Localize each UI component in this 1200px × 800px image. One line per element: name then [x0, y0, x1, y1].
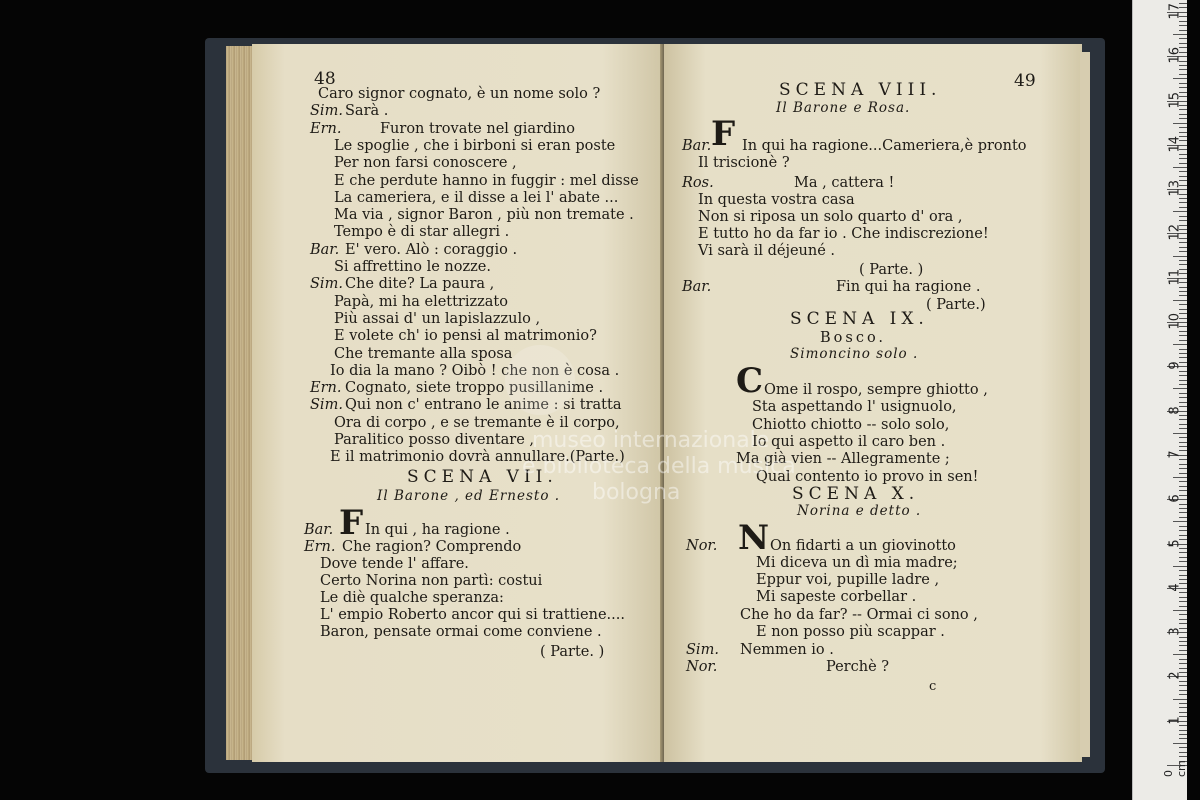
- ruler-number: 15: [1167, 91, 1183, 108]
- ruler-tick: [1179, 614, 1187, 615]
- ruler-tick: [1179, 127, 1187, 128]
- ruler-tick: [1179, 530, 1187, 531]
- ruler-tick: [1173, 566, 1187, 567]
- ruler-tick: [1179, 384, 1187, 385]
- page-edges: [226, 46, 254, 760]
- ruler-tick: [1179, 242, 1187, 243]
- text-line: Baron, pensate ormai come conviene .: [320, 624, 602, 640]
- text-line: Paralitico posso diventare ,: [334, 432, 534, 448]
- ruler-tick: [1179, 694, 1187, 695]
- ruler-tick: [1179, 207, 1187, 208]
- ruler-tick: [1179, 247, 1187, 248]
- ruler-tick: [1173, 743, 1187, 744]
- ruler-tick: [1173, 34, 1187, 35]
- ruler-tick: [1179, 424, 1187, 425]
- ruler-tick: [1179, 747, 1187, 748]
- ruler-tick: [1179, 508, 1187, 509]
- text-line: Il triscionè ?: [698, 155, 790, 171]
- text-line: Che ho da far? -- Ormai ci sono ,: [740, 607, 978, 623]
- ruler-tick: [1179, 380, 1187, 381]
- right-page: [664, 44, 1082, 762]
- measurement-ruler: [1132, 0, 1187, 800]
- ruler-tick: [1173, 433, 1187, 434]
- ruler-tick: [1179, 473, 1187, 474]
- ruler-number: 17: [1167, 2, 1183, 20]
- scene-place: Bosco.: [820, 330, 887, 346]
- ruler-tick: [1179, 526, 1187, 527]
- ruler-tick: [1179, 397, 1187, 398]
- ruler-tick: [1179, 428, 1187, 429]
- text-line: E volete ch' io pensi al matrimonio?: [334, 328, 597, 345]
- watermark-line: museo internazionale: [532, 428, 770, 453]
- text-line: Che ragion? Comprendo: [342, 539, 522, 555]
- speaker-label: Sim.: [310, 103, 343, 120]
- text-line: Si affrettino le nozze.: [334, 259, 491, 275]
- speaker-label: Sim.: [310, 397, 343, 414]
- ruler-tick: [1179, 304, 1187, 305]
- signature-mark: c: [929, 679, 937, 694]
- ruler-number: 8: [1167, 405, 1183, 415]
- text-line: Che tremante alla sposa: [334, 345, 513, 362]
- text-line: E che perdute hanno in fuggir : mel disse: [334, 172, 639, 189]
- ruler-tick: [1179, 464, 1187, 465]
- scene-cast: Norina e detto .: [797, 503, 922, 519]
- ruler-tick: [1179, 575, 1187, 576]
- ruler-tick: [1173, 123, 1187, 124]
- left-page: [252, 44, 664, 762]
- ruler-number: 12: [1167, 224, 1183, 241]
- scene-cast: Simoncino solo .: [790, 346, 919, 362]
- ruler-number: 3: [1167, 627, 1183, 636]
- text-line: Ora di corpo , e se tremante è il corpo,: [334, 414, 620, 431]
- ruler-tick: [1179, 641, 1187, 642]
- ruler-tick: [1179, 295, 1187, 296]
- ruler-tick: [1179, 21, 1187, 22]
- text-line: In questa vostra casa: [698, 192, 855, 208]
- ruler-tick: [1179, 353, 1187, 354]
- ruler-tick: [1179, 114, 1187, 115]
- ruler-tick: [1179, 340, 1187, 341]
- text-line: Io qui aspetto il caro ben .: [752, 433, 946, 450]
- text-line: Più assai d' un lapislazzulo ,: [334, 310, 541, 327]
- drop-cap: F: [339, 503, 364, 543]
- ruler-tick: [1179, 118, 1187, 119]
- ruler-tick: [1173, 300, 1187, 301]
- text-line: Sta aspettando l' usignuolo,: [752, 399, 957, 416]
- text-line: Le spoglie , che i birboni si eran poste: [334, 137, 616, 154]
- ruler-tick: [1179, 38, 1187, 39]
- ruler-tick: [1179, 442, 1187, 443]
- ruler-tick: [1179, 552, 1187, 553]
- text-line: E il matrimonio dovrà annullare.(Parte.): [330, 449, 625, 466]
- ruler-tick: [1179, 65, 1187, 66]
- text-line: Tempo è di star allegri .: [334, 224, 510, 241]
- page-number-left: 48: [314, 69, 336, 89]
- text-line: On fidarti a un giovinotto: [770, 538, 956, 554]
- ruler-tick: [1179, 561, 1187, 562]
- ruler-tick: [1179, 309, 1187, 310]
- ruler-tick: [1179, 512, 1187, 513]
- text-line: ( Parte. ): [859, 262, 924, 278]
- ruler-tick: [1179, 659, 1187, 660]
- speaker-label: Sim.: [310, 276, 343, 293]
- ruler-tick: [1179, 663, 1187, 664]
- ruler-tick: [1179, 251, 1187, 252]
- ruler-tick: [1179, 597, 1187, 598]
- ruler-tick: [1179, 43, 1187, 44]
- ruler-number: 16: [1167, 47, 1183, 64]
- ruler-tick: [1179, 375, 1187, 376]
- ruler-tick: [1179, 650, 1187, 651]
- ruler-tick: [1179, 486, 1187, 487]
- page-number-right: 49: [1014, 71, 1036, 91]
- ruler-tick: [1179, 468, 1187, 469]
- text-line: Mi diceva un dì mia madre;: [756, 555, 958, 571]
- text-line: Per non farsi conoscere ,: [334, 155, 517, 172]
- ruler-tick: [1179, 331, 1187, 332]
- ruler-tick: [1179, 154, 1187, 155]
- ruler-tick: [1179, 703, 1187, 704]
- ruler-number: 5: [1167, 538, 1183, 548]
- text-line: Dove tende l' affare.: [320, 556, 469, 572]
- ruler-number: 13: [1167, 180, 1183, 197]
- text-line: ( Parte.): [926, 297, 986, 313]
- speaker-label: Bar.: [682, 138, 712, 154]
- text-line: Qui non c' entrano le anime : si tratta: [345, 397, 622, 414]
- text-line: Ome il rospo, sempre ghiotto ,: [764, 382, 988, 398]
- text-line: L' empio Roberto ancor qui si trattiene....: [320, 607, 625, 623]
- drop-cap: N: [738, 518, 770, 558]
- text-line: Le diè qualche speranza:: [320, 590, 504, 606]
- ruler-tick: [1173, 256, 1187, 257]
- ruler-tick: [1179, 645, 1187, 646]
- ruler-tick: [1179, 176, 1187, 177]
- ruler-tick: [1179, 74, 1187, 75]
- watermark-logo: [505, 345, 575, 415]
- text-line: Vi sarà il déjeuné .: [698, 243, 836, 259]
- ruler-tick: [1179, 264, 1187, 265]
- ruler-tick: [1179, 220, 1187, 221]
- speaker-label: Bar.: [304, 522, 334, 538]
- text-line: Qual contento io provo in sen!: [756, 468, 979, 485]
- ruler-tick: [1179, 707, 1187, 708]
- text-line: E non posso più scappar .: [756, 624, 945, 640]
- scene-title: SCENA IX.: [790, 309, 929, 329]
- text-line: Cognato, siete troppo pusillanime .: [345, 380, 604, 397]
- text-line: Ma , cattera !: [794, 175, 895, 191]
- text-line: Papà, mi ha elettrizzato: [334, 293, 508, 310]
- page-edge-right: [1080, 52, 1090, 757]
- text-line: Perchè ?: [826, 659, 890, 675]
- text-line: La cameriera, e il disse a lei l' abate ...: [334, 189, 619, 206]
- ruler-tick: [1173, 78, 1187, 79]
- ruler-number: 9: [1167, 361, 1183, 370]
- text-line: E tutto ho da far io . Che indiscrezione!: [698, 226, 989, 242]
- ruler-tick: [1179, 158, 1187, 159]
- ruler-number: 6: [1167, 494, 1183, 503]
- text-line: Ma via , signor Baron , più non tremate .: [334, 207, 634, 224]
- ruler-tick: [1179, 30, 1187, 31]
- text-line: Chiotto chiotto -- solo solo,: [752, 416, 950, 433]
- speaker-label: Bar.: [682, 279, 712, 295]
- ruler-tick: [1179, 291, 1187, 292]
- drop-cap: C: [736, 361, 764, 401]
- watermark-line: bologna: [592, 480, 681, 505]
- ruler-tick: [1179, 202, 1187, 203]
- text-line: In qui ha ragione...Cameriera,è pronto: [742, 138, 1027, 154]
- ruler-number: 14: [1167, 135, 1183, 153]
- text-line: Caro signor cognato, è un nome solo ?: [318, 86, 601, 102]
- text-line: Furon trovate nel giardino: [380, 120, 575, 137]
- text-line: Sarà .: [345, 103, 389, 120]
- text-line: Non si riposa un solo quarto d' ora ,: [698, 209, 963, 225]
- text-line: Eppur voi, pupille ladre ,: [756, 572, 940, 588]
- ruler-tick: [1179, 730, 1187, 731]
- speaker-label: Nor.: [686, 659, 718, 675]
- ruler-tick: [1179, 734, 1187, 735]
- text-line: In qui , ha ragione .: [365, 522, 510, 538]
- ruler-tick: [1173, 521, 1187, 522]
- ruler-tick: [1179, 570, 1187, 571]
- text-line: Io dia la mano ? Oibò ! che non è cosa .: [330, 362, 620, 379]
- ruler-tick: [1179, 260, 1187, 261]
- ruler-tick: [1179, 287, 1187, 288]
- ruler-tick: [1179, 69, 1187, 70]
- speaker-label: Sim.: [686, 642, 719, 658]
- ruler-tick: [1179, 87, 1187, 88]
- ruler-tick: [1179, 83, 1187, 84]
- ruler-tick: [1173, 654, 1187, 655]
- ruler-tick: [1179, 437, 1187, 438]
- ruler-tick: [1179, 619, 1187, 620]
- ruler-unit: 0 cm: [1162, 760, 1188, 777]
- ruler-number: 11: [1167, 268, 1183, 286]
- scene-title: SCENA X.: [792, 484, 920, 504]
- ruler-tick: [1179, 109, 1187, 110]
- speaker-label: Nor.: [686, 538, 718, 554]
- ruler-number: 2: [1167, 671, 1183, 681]
- text-line: Mi sapeste corbellar .: [756, 589, 917, 605]
- ruler-tick: [1173, 167, 1187, 168]
- ruler-tick: [1179, 685, 1187, 686]
- ruler-tick: [1179, 163, 1187, 164]
- ruler-tick: [1173, 211, 1187, 212]
- ruler-tick: [1179, 606, 1187, 607]
- scene-cast: Il Barone e Rosa.: [776, 100, 911, 116]
- ruler-tick: [1179, 349, 1187, 350]
- text-line: ( Parte. ): [540, 644, 605, 660]
- ruler-number: 1: [1167, 716, 1183, 725]
- ruler-tick: [1179, 481, 1187, 482]
- ruler-tick: [1173, 344, 1187, 345]
- scene-cast: Il Barone , ed Ernesto .: [377, 488, 561, 504]
- ruler-number: 7: [1167, 450, 1183, 459]
- ruler-tick: [1179, 517, 1187, 518]
- ruler-tick: [1179, 171, 1187, 172]
- text-line: Certo Norina non partì: costui: [320, 573, 543, 589]
- speaker-label: Ros.: [682, 175, 714, 191]
- ruler-tick: [1179, 25, 1187, 26]
- speaker-label: Bar.: [310, 241, 340, 258]
- text-line: Ma già vien -- Allegramente ;: [736, 451, 950, 468]
- ruler-tick: [1179, 393, 1187, 394]
- speaker-label: Ern.: [304, 539, 336, 555]
- ruler-tick: [1179, 132, 1187, 133]
- scene-title: SCENA VIII.: [779, 80, 942, 100]
- watermark-line: e biblioteca della musica: [522, 454, 796, 479]
- ruler-tick: [1179, 198, 1187, 199]
- drop-cap: F: [711, 114, 736, 154]
- ruler-tick: [1179, 335, 1187, 336]
- text-line: Nemmen io .: [740, 642, 834, 658]
- ruler-tick: [1173, 699, 1187, 700]
- ruler-tick: [1179, 738, 1187, 739]
- text-line: E' vero. Alò : coraggio .: [345, 241, 518, 258]
- ruler-number: 4: [1167, 583, 1183, 592]
- ruler-number: 10: [1167, 312, 1183, 330]
- scene-title: SCENA VII.: [407, 467, 558, 487]
- ruler-tick: [1179, 690, 1187, 691]
- ruler-tick: [1173, 388, 1187, 389]
- ruler-tick: [1179, 557, 1187, 558]
- speaker-label: Ern.: [310, 120, 342, 137]
- ruler-tick: [1179, 216, 1187, 217]
- text-line: Che dite? La paura ,: [345, 276, 495, 293]
- ruler-tick: [1179, 601, 1187, 602]
- text-line: Fin qui ha ragione .: [836, 279, 981, 295]
- ruler-tick: [1173, 610, 1187, 611]
- ruler-tick: [1173, 477, 1187, 478]
- ruler-tick: [1179, 419, 1187, 420]
- speaker-label: Ern.: [310, 380, 342, 397]
